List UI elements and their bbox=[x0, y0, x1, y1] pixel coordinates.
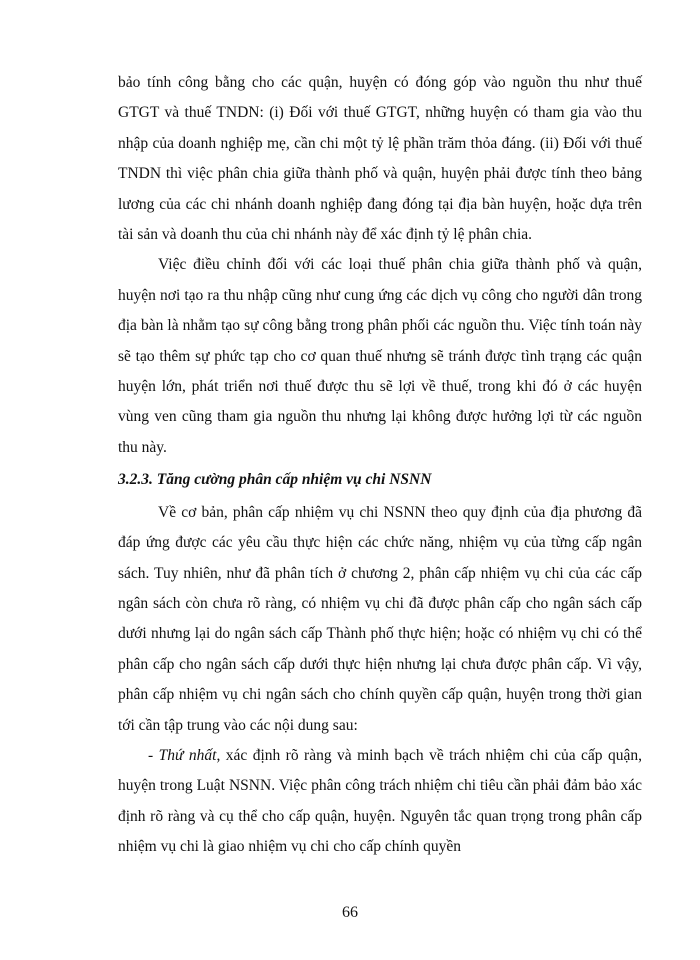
document-page bbox=[118, 68, 642, 863]
paragraph-4 bbox=[118, 741, 642, 863]
paragraph-4-lead: Thứ nhất bbox=[158, 746, 217, 764]
list-dash: - bbox=[148, 746, 154, 764]
paragraph-3: Về cơ bản, phân cấp nhiệm vụ chi NSNN theo quy định của địa phương đã đáp ứng được các yêu cầu thực hiện các chức năng, nhiệm vụ của từng cấp ngân sách. Tuy nhiên, như đã phân tích ở chương 2, phân cấp nhiệm vụ chi của các cấp ngân sách còn chưa rõ ràng, có nhiệm vụ chi đã được phân cấp cho ngân sách cấp dưới nhưng lại do ngân sách cấp Thành phố thực hiện; hoặc có nhiệm vụ chi có thể phân cấp cho ngân sách cấp dưới thực hiện nhưng lại chưa được phân cấp. Vì vậy, phân cấp nhiệm vụ chi ngân sách cho chính quyền cấp quận, huyện trong thời gian tới cần tập trung vào các nội dung sau: bbox=[118, 503, 642, 734]
paragraph-1: bảo tính công bằng cho các quận, huyện có đóng góp vào nguồn thu như thuế GTGT và thuế TNDN: (i) Đối với thuế GTGT, những huyện có tham gia vào thu nhập của doanh nghiệp mẹ, cần chi một tỷ lệ phần trăm thỏa đáng. (ii) Đối với thuế TNDN thì việc phân chia giữa thành phố và quận, huyện phải được tính theo bảng lương của các chi nhánh doanh nghiệp đang đóng tại địa bàn huyện, hoặc dựa trên tài sản và doanh thu của chi nhánh này để xác định tỷ lệ phân chia. bbox=[118, 74, 642, 244]
section-heading: 3.2.3. Tăng cường phân cấp nhiệm vụ chi NSNN bbox=[118, 471, 432, 489]
paragraph-2: Việc điều chỉnh đối với các loại thuế phân chia giữa thành phố và quận, huyện nơi tạo ra thu nhập cũng như cung ứng các dịch vụ công cho người dân trong địa bàn là nhằm tạo sự công bằng trong phân phối các nguồn thu. Việc tính toán này sẽ tạo thêm sự phức tạp cho cơ quan thuế nhưng sẽ tránh được tình trạng các quận huyện lớn, phát triển nơi thuế được thu sẽ lợi về thuế, trong khi đó ở các huyện vùng ven cũng tham gia nguồn thu nhưng lại không được hưởng lợi từ các nguồn thu này. bbox=[118, 256, 642, 456]
page-number: 66 bbox=[342, 904, 358, 921]
paragraph-4-text: , xác định rõ ràng và minh bạch về trách nhiệm chi của cấp quận, huyện trong Luật NSNN. Việc phân công trách nhiệm chi tiêu cần phải đảm bảo xác định rõ ràng và cụ thể cho cấp quận, huyện. Nguyên tắc quan trọng trong phân cấp nhiệm vụ chi là giao nhiệm vụ chi cho cấp chính quyền bbox=[118, 746, 642, 856]
